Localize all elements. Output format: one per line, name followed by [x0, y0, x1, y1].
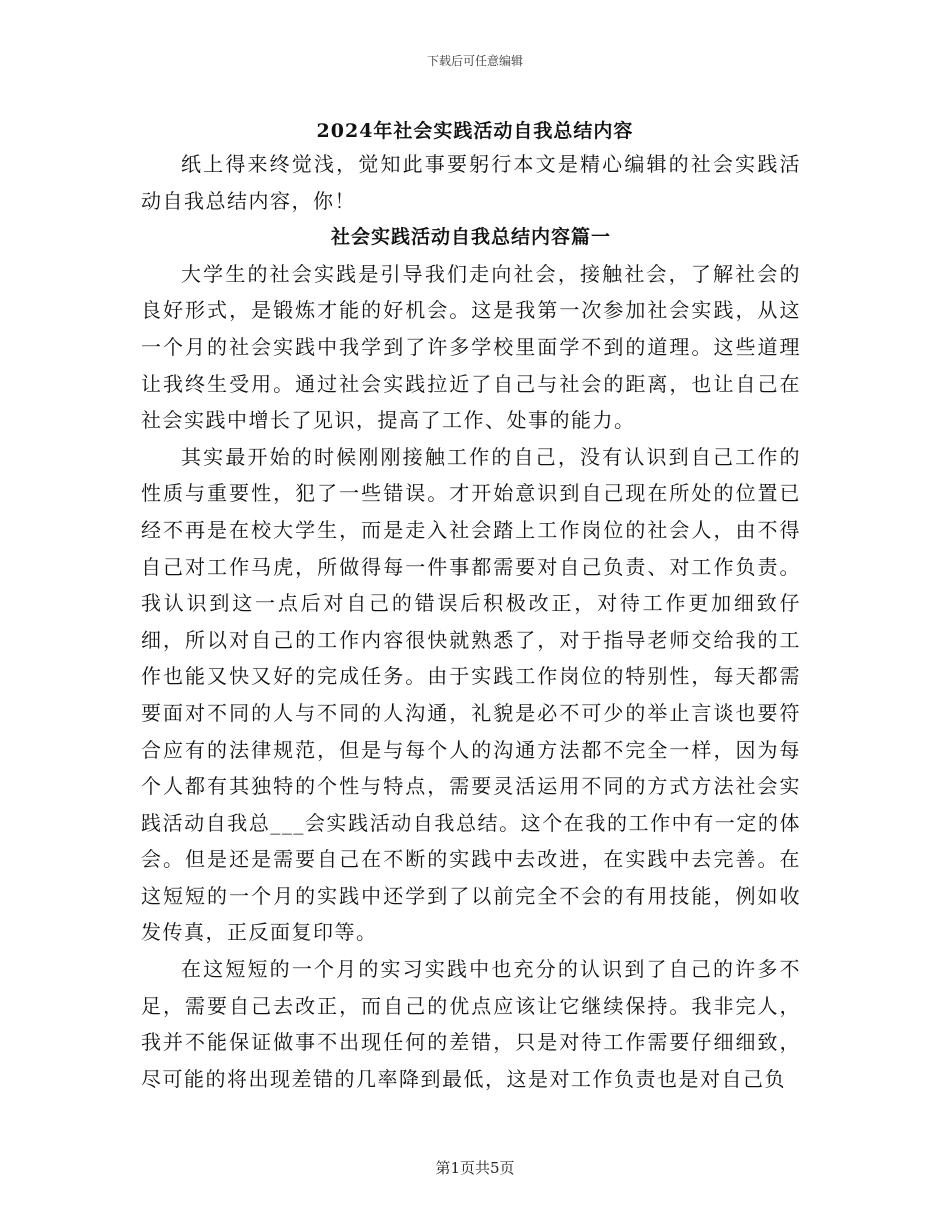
body-paragraph-3: 在这短短的一个月的实习实践中也充分的认识到了自己的许多不足，需要自己去改正，而自己的优点应该让它继续保持。我非完人，我并不能保证做事不出现任何的差错，只是对待工作需要仔细细致，尽可能的将出现差错的几率降到最低，这是对工作负责也是对自己负 [141, 957, 801, 1091]
document-body [141, 146, 801, 1097]
intro-paragraph: 纸上得来终觉浅，觉知此事要躬行本文是精心编辑的社会实践活动自我总结内容，你！ [141, 152, 801, 213]
section-heading: 社会实践活动自我总结内容篇一 [330, 226, 611, 249]
body-paragraph-2: 其实最开始的时候刚刚接触工作的自己，没有认识到自己工作的性质与重要性，犯了一些错误。才开始意识到自己现在所处的位置已经不再是在校大学生，而是走入社会踏上工作岗位的社会人，由不得自己对工作马虎，所做得每一件事都需要对自己负责、对工作负责。我认识到这一点后对自己的错误后积极改正，对待工作更加细致仔细，所以对自己的工作内容很快就熟悉了，对于指导老师交给我的工作也能又快又好的完成任务。由于实践工作岗位的特别性，每天都需要面对不同的人与不同的人沟通，礼貌是必不可少的举止言谈也要符合应有的法律规范，但是与每个人的沟通方法都不完全一样，因为每个人都有其独特的个性与特点，需要灵活运用不同的方式方法社会实践活动自我总___会实践活动自我总结。这个在我的工作中有一定的体会。但是还是需要自己在不断的实践中去改进，在实践中去完善。在这短短的一个月的实践中还学到了以前完全不会的有用技能，例如收发传真，正反面复印等。 [141, 444, 801, 945]
document-title: 2024年社会实践活动自我总结内容 [316, 120, 634, 142]
header-note: 下载后可任意编辑 [426, 54, 523, 68]
page-number-footer: 第1页共5页 [435, 1159, 515, 1177]
body-paragraph-1: 大学生的社会实践是引导我们走向社会，接触社会，了解社会的良好形式，是锻炼才能的好机会。这是我第一次参加社会实践，从这一个月的社会实践中我学到了许多学校里面学不到的道理。这些道理让我终生受用。通过社会实践拉近了自己与社会的距离，也让自己在社会实践中增长了见识，提高了工作、处事的能力。 [141, 261, 801, 433]
